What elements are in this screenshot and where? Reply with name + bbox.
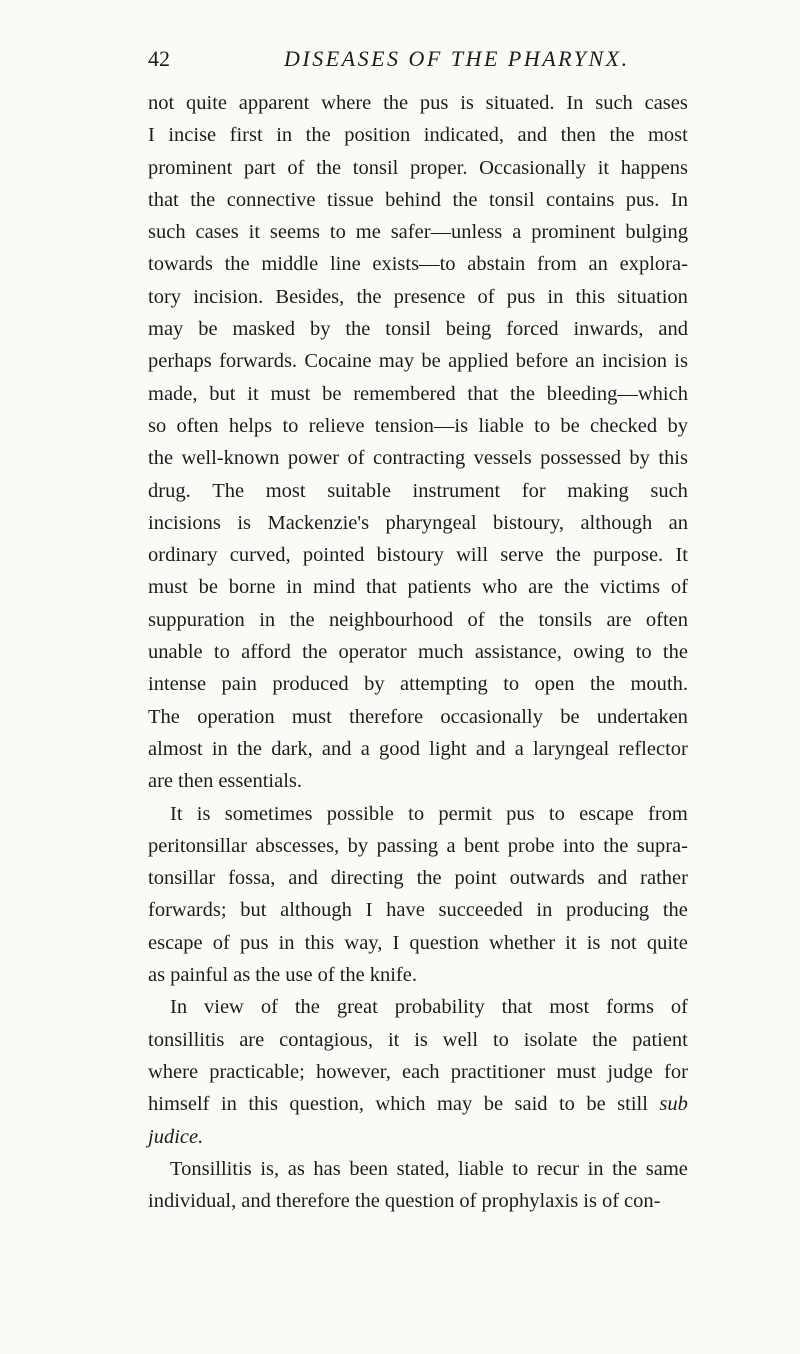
text-line: I incise first in the position indicated, and then the most (148, 124, 688, 147)
text-line: may be masked by the tonsil being forced inwards, and (148, 318, 688, 341)
text-line: drug. The most suitable instrument for making such (148, 479, 688, 502)
text-line: that the connective tissue behind the tonsil contains pus. In (148, 188, 688, 211)
text-line: made, but it must be remembered that the bleeding—which (148, 382, 688, 405)
text-line: tory incision. Besides, the presence of pus in this situation (148, 285, 688, 308)
body-text (148, 87, 688, 1217)
text-line: must be borne in mind that patients who are the victims of (148, 576, 688, 599)
page-header (148, 44, 688, 74)
text-line: Tonsillitis is, as has been stated, liable to recur in the same (170, 1157, 688, 1180)
text-line: suppuration in the neighbourhood of the tonsils are often (148, 608, 688, 631)
text-line: peritonsillar abscesses, by passing a bent probe into the supra- (148, 834, 688, 857)
text-line: where practicable; however, each practitioner must judge for (148, 1060, 688, 1083)
text-line: the well-known power of contracting vessels possessed by this (148, 447, 688, 470)
text-line: ordinary curved, pointed bistoury will serve the purpose. It (148, 544, 688, 567)
text-line: In view of the great probability that most forms of (170, 996, 688, 1019)
text-line: escape of pus in this way, I question whether it is not quite (148, 931, 688, 954)
page-number: 42 (148, 46, 170, 71)
text-line: unable to afford the operator much assistance, owing to the (148, 641, 688, 664)
text-line: himself in this question, which may be said to be still sub (148, 1093, 688, 1116)
text-line: not quite apparent where the pus is situated. In such cases (148, 92, 688, 114)
text-line: individual, and therefore the question of prophylaxis is of con- (148, 1190, 661, 1213)
text-line: forwards; but although I have succeeded in producing the (148, 899, 688, 922)
text-line: judice. (148, 1125, 204, 1148)
text-line: towards the middle line exists—to abstain from an explora- (148, 253, 688, 276)
text-line: It is sometimes possible to permit pus to escape from (170, 802, 688, 825)
text-line: almost in the dark, and a good light and a laryngeal reflector (148, 737, 688, 760)
text-line: incisions is Mackenzie's pharyngeal bistoury, although an (148, 511, 688, 534)
text-line: so often helps to relieve tension—is liable to be checked by (148, 414, 688, 437)
text-line: tonsillitis are contagious, it is well to isolate the patient (148, 1028, 688, 1051)
text-line: intense pain produced by attempting to open the mouth. (148, 673, 688, 696)
running-title: DISEASES OF THE PHARYNX. (284, 46, 630, 71)
text-line: such cases it seems to me safer—unless a prominent bulging (148, 221, 688, 244)
text-line: tonsillar fossa, and directing the point outwards and rather (148, 867, 688, 890)
text-line: are then essentials. (148, 770, 303, 793)
text-line: perhaps forwards. Cocaine may be applied before an incision is (148, 350, 688, 373)
text-line: as painful as the use of the knife. (148, 964, 417, 987)
text-line: prominent part of the tonsil proper. Occasionally it happens (148, 156, 688, 179)
text-line: The operation must therefore occasionally be undertaken (148, 705, 688, 728)
